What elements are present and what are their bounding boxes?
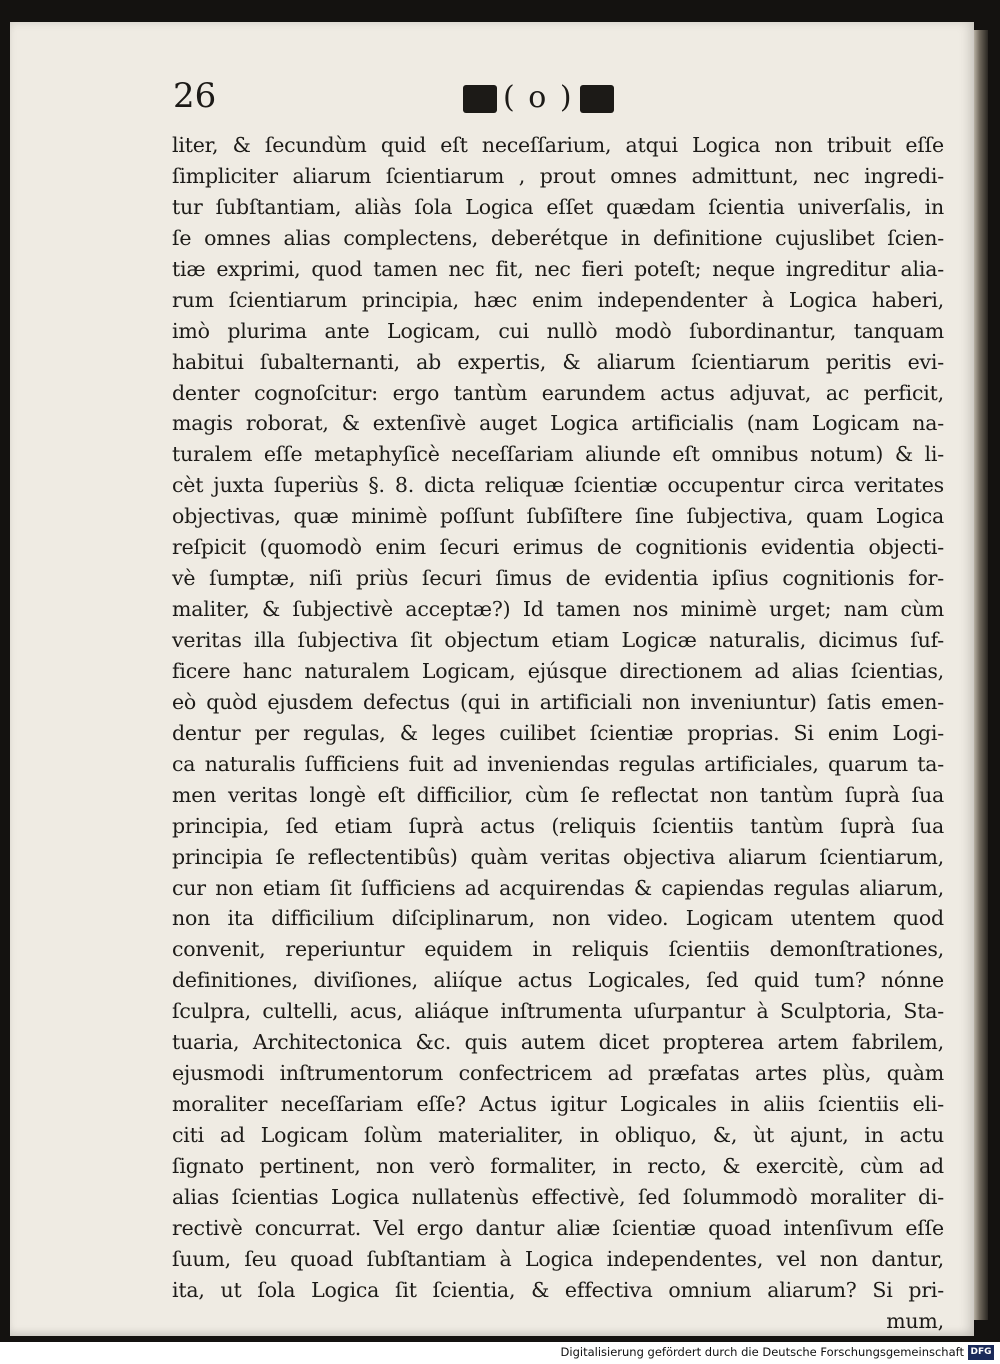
text-line: non ita difficilium diſciplinarum, non video. Logicam utentem quod [172, 906, 944, 931]
footer-bar [0, 1342, 1000, 1364]
text-line: vè ſumptæ, niſi priùs ſecuri ſimus de evidentia ipſius cognitionis for- [172, 566, 944, 591]
text-line: reſpicit (quomodò enim ſecuri erimus de cognitionis evidentia objecti- [172, 535, 944, 560]
text-line: ejusmodi inſtrumentorum confectricem ad præfatas artes plùs, quàm [172, 1061, 944, 1086]
text-line: habitui ſubalternanti, ab expertis, & aliarum ſcientiarum peritis evi- [172, 349, 944, 374]
body-text [172, 130, 944, 1337]
text-line: tur ſubſtantiam, aliàs ſola Logica eſſet quædam ſcientia univerſalis, in [172, 194, 944, 219]
text-line: maliter, & ſubjectivè acceptæ?) Id tamen nos minimè urget; nam cùm [172, 597, 944, 622]
text-line: tuaria, Architectonica &c. quis autem dicet propterea artem fabrilem, [172, 1030, 944, 1055]
text-line: ſignato pertinent, non verò formaliter, in recto, & exercitè, cùm ad [172, 1153, 944, 1178]
ornament-right-icon [580, 85, 614, 113]
text-line: cèt juxta ſuperiùs §. 8. dicta reliquæ ſcientiæ occupentur circa veritates [172, 473, 944, 498]
text-line: turalem eſſe metaphyſicè neceſſariam aliunde eſt omnibus notum) & li- [172, 442, 944, 467]
text-line: dentur per regulas, & leges cuilibet ſcientiæ proprias. Si enim Logi- [172, 720, 944, 745]
header-ornament [463, 80, 614, 115]
page-edge [974, 30, 988, 1320]
text-line: tiæ exprimi, quod tamen nec fit, nec fieri poteſt; neque ingreditur alia- [172, 256, 944, 281]
page-number: 26 [173, 76, 217, 116]
text-line: ſimpliciter aliarum ſcientiarum , prout omnes admittunt, nec ingredi- [172, 163, 944, 188]
text-line: ita, ut ſola Logica ſit ſcientia, & effectiva omnium aliarum? Si pri- [172, 1277, 944, 1302]
text-line: moraliter neceſſariam eſſe? Actus igitur Logicales in aliis ſcientiis eli- [172, 1092, 944, 1117]
footer-credit: Digitalisierung gefördert durch die Deutsche Forschungsgemeinschaft [560, 1345, 964, 1359]
text-line: mum, [886, 1308, 944, 1333]
text-line: principia, ſed etiam ſuprà actus (reliquis ſcientiis tantùm ſuprà ſua [172, 813, 944, 838]
text-line: definitiones, diviſiones, aliíque actus Logicales, ſed quid tum? nónne [172, 968, 944, 993]
text-line: rum ſcientiarum principia, hæc enim independenter à Logica haberi, [172, 287, 944, 312]
ornament-center: ( o ) [503, 80, 574, 115]
text-line: cur non etiam ſit ſufficiens ad acquirendas & capiendas regulas aliarum, [172, 875, 944, 900]
text-line: convenit, reperiuntur equidem in reliquis ſcientiis demonſtrationes, [172, 937, 944, 962]
text-line: ficere hanc naturalem Logicam, ejúsque directionem ad alias ſcientias, [172, 658, 944, 683]
text-line: rectivè concurrat. Vel ergo dantur aliæ ſcientiæ quoad intenſivum eſſe [172, 1215, 944, 1240]
text-line: denter cognoſcitur: ergo tantùm earundem actus adjuvat, ac perficit, [172, 380, 944, 405]
text-line: ca naturalis ſufficiens fuit ad inveniendas regulas artificiales, quarum ta- [172, 751, 944, 776]
page-header [163, 76, 953, 122]
text-line: ſuum, ſeu quoad ſubſtantiam à Logica independentes, vel non dantur, [172, 1246, 944, 1271]
text-line: liter, & ſecundùm quid eſt neceſſarium, atqui Logica non tribuit eſſe [172, 133, 944, 157]
text-line: magis roborat, & extenſivè auget Logica artificialis (nam Logicam na- [172, 411, 944, 436]
text-line: veritas illa ſubjectiva ſit objectum etiam Logicæ naturalis, dicimus ſuf- [172, 628, 944, 652]
text-line: imò plurima ante Logicam, cui nullò modò ſubordinantur, tanquam [172, 318, 944, 343]
text-line: objectivas, quæ minimè poſſunt ſubſiſtere ſine ſubjectiva, quam Logica [172, 504, 944, 529]
text-line: principia ſe reflectentibûs) quàm veritas objectiva aliarum ſcientiarum, [172, 844, 944, 869]
text-line: men veritas longè eſt difficilior, cùm ſe reflectat non tantùm ſuprà ſua [172, 782, 944, 807]
text-line: citi ad Logicam ſolùm materialiter, in obliquo, &, ùt ajunt, in actu [172, 1123, 944, 1147]
text-line: ſculpra, cultelli, acus, aliáque inſtrumenta uſurpantur à Sculptoria, Sta- [172, 999, 944, 1024]
text-line: alias ſcientias Logica nullatenùs effectivè, ſed ſolummodò moraliter di- [172, 1184, 944, 1209]
text-line: eò quòd ejusdem defectus (qui in artificiali non inveniuntur) ſatis emen- [172, 689, 944, 714]
ornament-left-icon [463, 85, 497, 113]
text-line: ſe omnes alias complectens, deberétque in definitione cujuslibet ſcien- [172, 225, 944, 250]
dfg-logo-icon: DFG [968, 1345, 994, 1360]
